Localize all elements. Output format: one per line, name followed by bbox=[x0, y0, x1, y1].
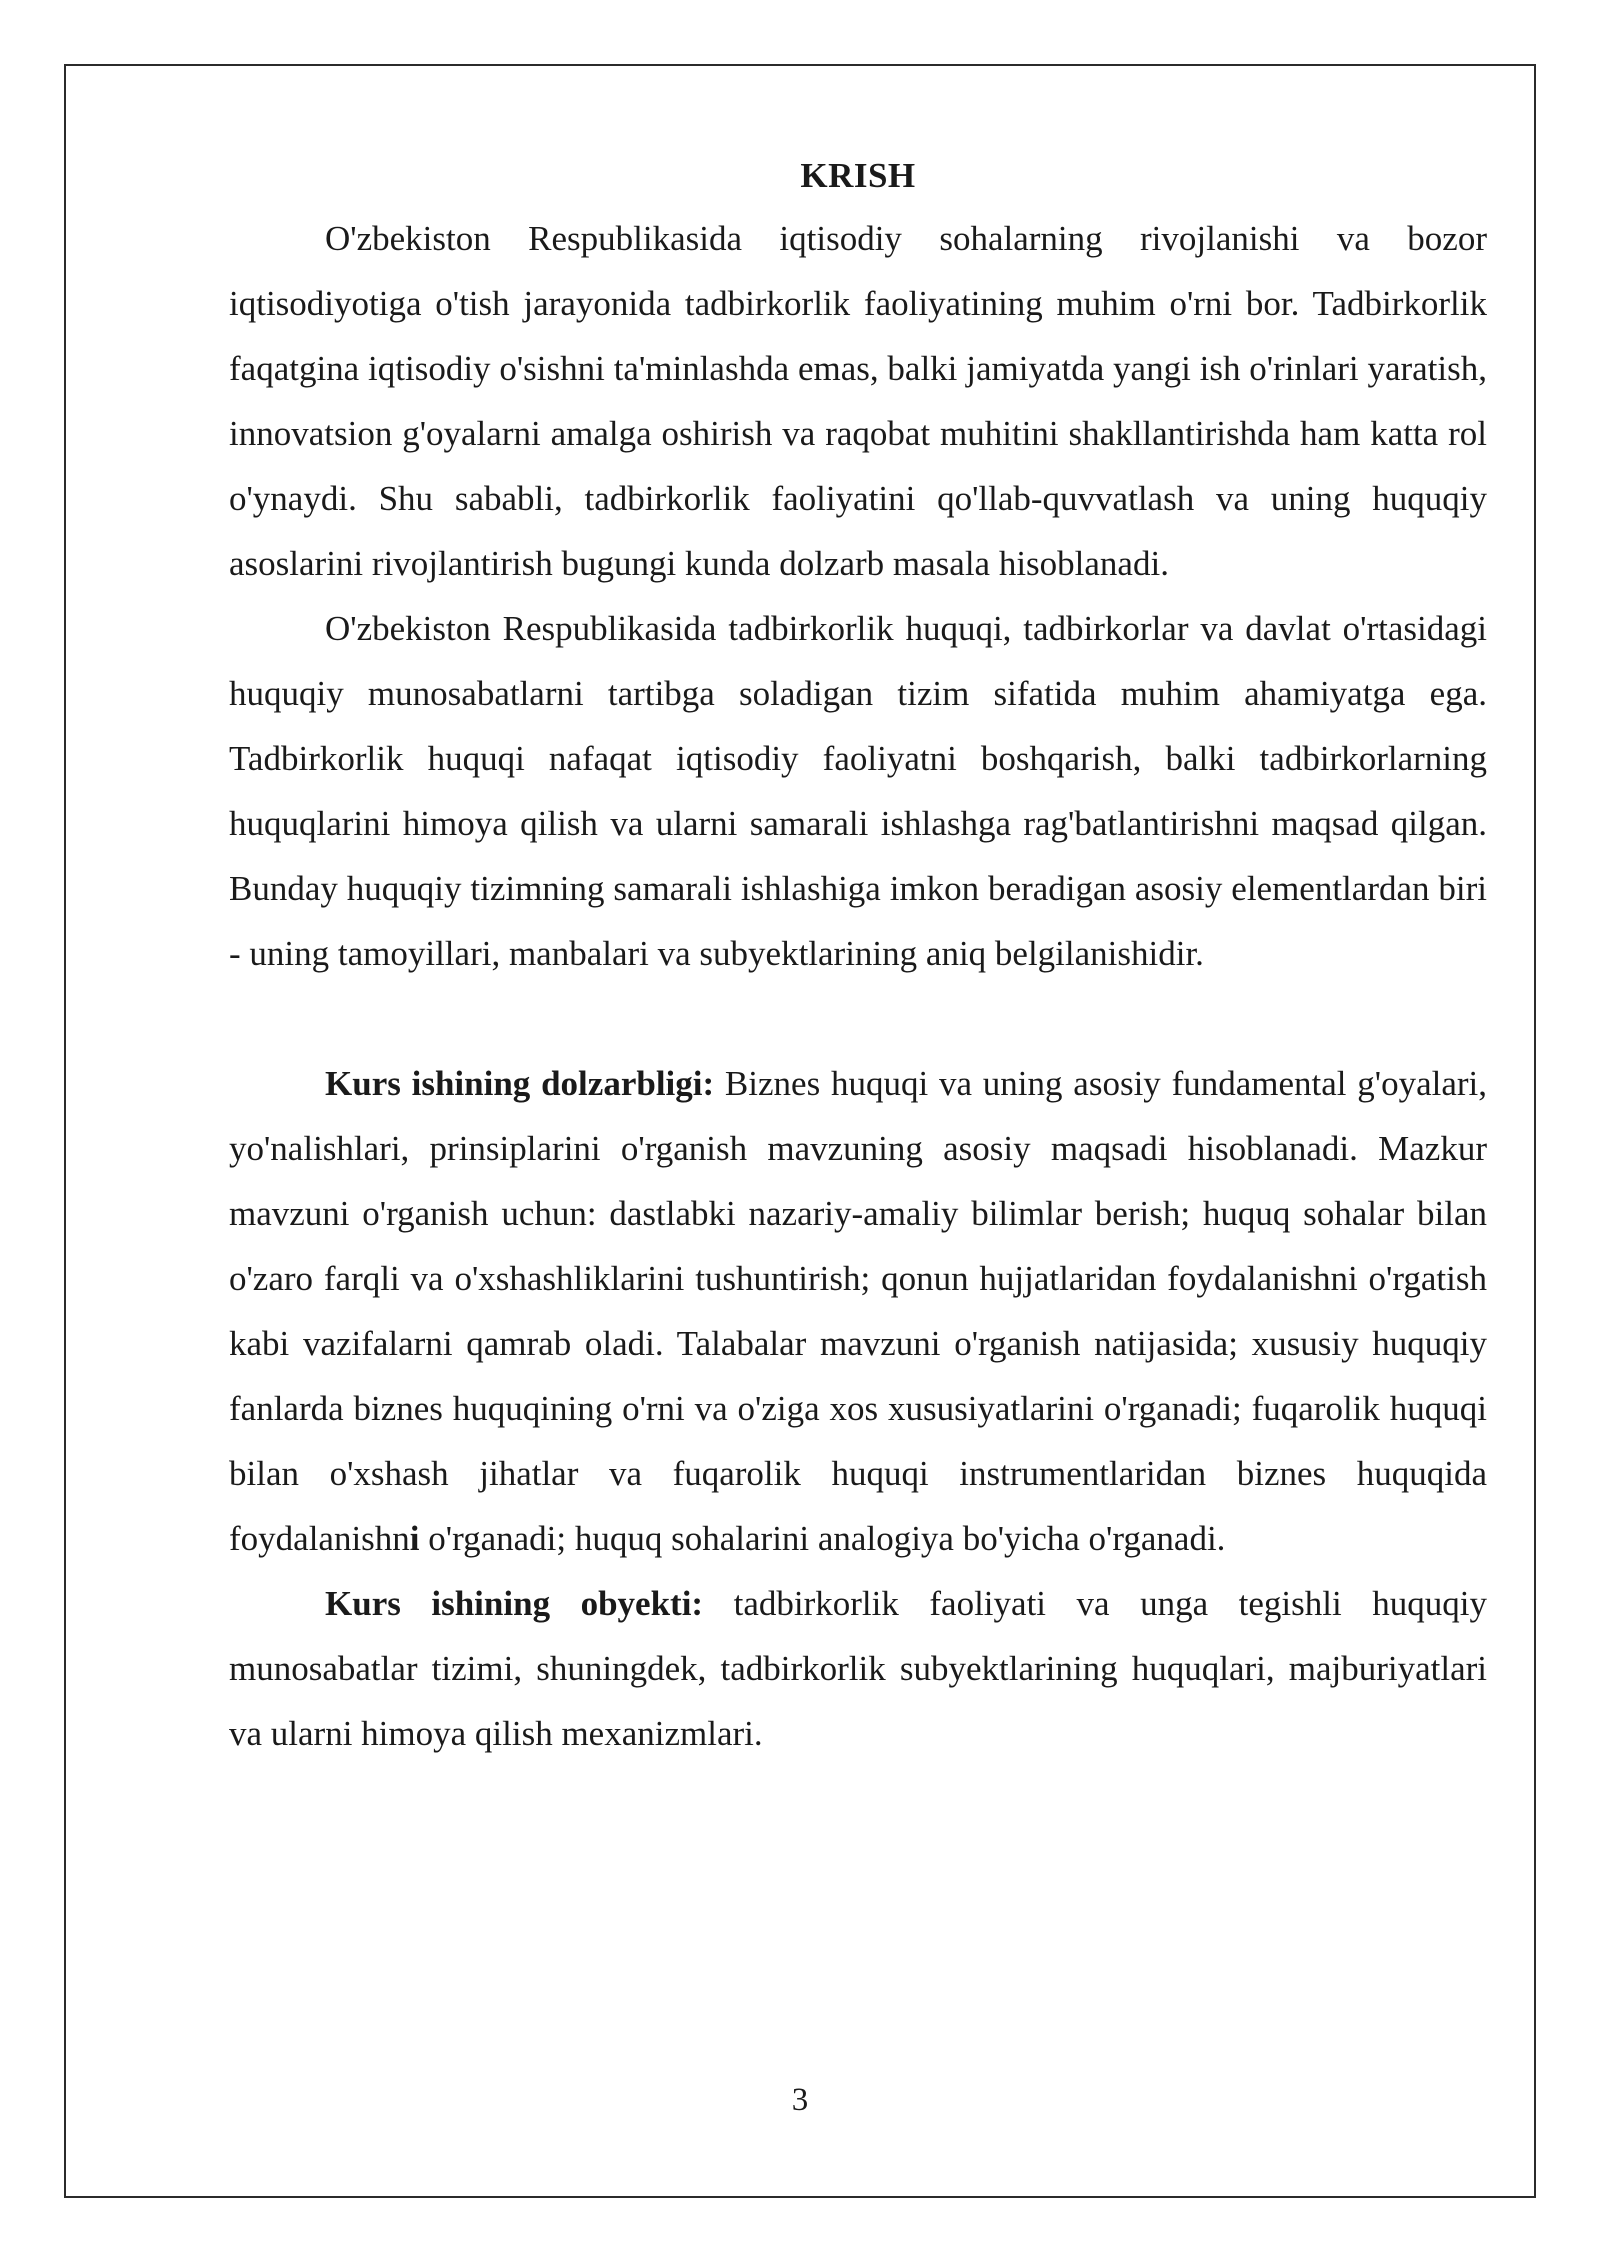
relevance-inline-bold: i bbox=[409, 1519, 420, 1558]
relevance-lead: Kurs ishining dolzarbligi: bbox=[325, 1064, 715, 1103]
object-text: tadbirkorlik faoliyati va unga tegishli huquqiy munosabatlar tizimi, shuningdek, tadbirkorlik subyektlarining huquqlari, majburiyatlari va ularni himoya qilish mexanizmlari. bbox=[229, 1584, 1487, 1753]
object-paragraph bbox=[229, 1571, 1487, 1766]
paragraph-spacer bbox=[229, 986, 1487, 1051]
relevance-paragraph bbox=[229, 1051, 1487, 1571]
intro-paragraph-1: O'zbekiston Respublikasida iqtisodiy sohalarning rivojlanishi va bozor iqtisodiyotiga o'tish jarayonida tadbirkorlik faoliyatining muhim o'rni bor. Tadbirkorlik faqatgina iqtisodiy o'sishni ta'minlashda emas, balki jamiyatda yangi ish o'rinlari yaratish, innovatsion g'oyalarni amalga oshirish va raqobat muhitini shakllantirishda ham katta rol o'ynaydi. Shu sababli, tadbirkorlik faoliyatini qo'llab-quvvatlash va uning huquqiy asoslarini rivojlantirish bugungi kunda dolzarb masala hisoblanadi. bbox=[229, 219, 1487, 583]
intro-paragraph-2: O'zbekiston Respublikasida tadbirkorlik huquqi, tadbirkorlar va davlat o'rtasidagi huquqiy munosabatlarni tartibga soladigan tizim sifatida muhim ahamiyatga ega. Tadbirkorlik huquqi nafaqat iqtisodiy faoliyatni boshqarish, balki tadbirkorlarning huquqlarini himoya qilish va ularni samarali ishlashga rag'batlantirishni maqsad qilgan. Bunday huquqiy tizimning samarali ishlashiga imkon beradigan asosiy elementlardan biri - uning tamoyillari, manbalari va subyektlarining aniq belgilanishidir. bbox=[229, 609, 1487, 973]
section-heading: KRISH bbox=[800, 156, 916, 195]
page-number: 3 bbox=[791, 2082, 809, 2118]
object-lead: Kurs ishining obyekti: bbox=[325, 1584, 704, 1623]
document-body bbox=[229, 146, 1487, 1766]
relevance-text-part-1: Biznes huquqi va uning asosiy fundamental g'oyalari, yo'nalishlari, prinsiplarini o'rganish mavzuning asosiy maqsadi hisoblanadi. Mazkur mavzuni o'rganish uchun: dastlabki nazariy-amaliy bilimlar berish; huquq sohalar bilan o'zaro farqli va o'xshashliklarini tushuntirish; qonun hujjatlaridan foydalanishni o'rgatish kabi vazifalarni qamrab oladi. Talabalar mavzuni o'rganish natijasida; xususiy huquqiy fanlarda biznes huquqining o'rni va o'ziga xos xususiyatlarini o'rganadi; fuqarolik huquqi bilan o'xshash jihatlar va fuqarolik huquqi instrumentlaridan biznes huquqida foydalanishn bbox=[229, 1064, 1488, 1558]
relevance-text-part-2: o'rganadi; huquq sohalarini analogiya bo'yicha o'rganadi. bbox=[419, 1519, 1226, 1558]
